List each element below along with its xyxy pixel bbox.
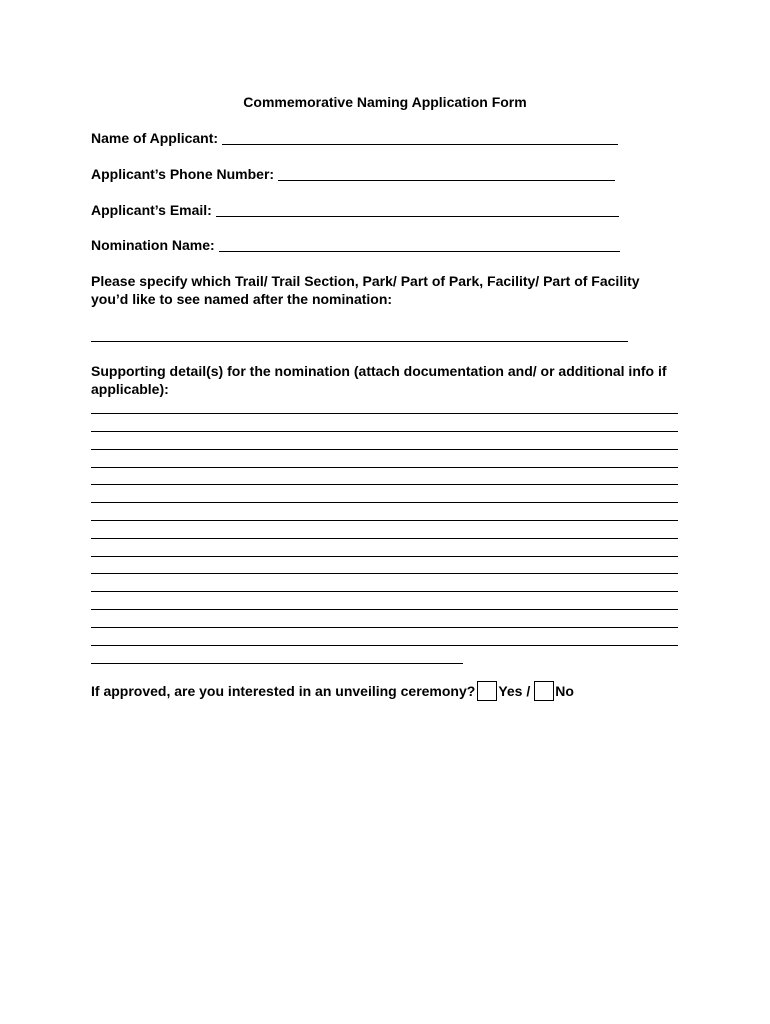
nomination-name-label: Nomination Name:	[91, 237, 215, 253]
no-checkbox[interactable]	[534, 681, 554, 701]
answer-line[interactable]	[91, 609, 678, 610]
phone-input[interactable]	[278, 166, 615, 181]
applicant-name-input[interactable]	[222, 130, 618, 145]
answer-line[interactable]	[91, 573, 678, 574]
no-label: No	[555, 683, 574, 699]
ceremony-row	[91, 681, 574, 701]
location-answer-line[interactable]	[91, 341, 628, 342]
answer-line[interactable]	[91, 413, 678, 414]
answer-line[interactable]	[91, 449, 678, 450]
supporting-prompt: Supporting detail(s) for the nomination (attach documentation and/ or additional info if applicable):	[91, 363, 667, 397]
answer-line[interactable]	[91, 591, 678, 592]
answer-line[interactable]	[91, 538, 678, 539]
answer-line[interactable]	[91, 627, 678, 628]
nomination-name-row	[91, 236, 620, 254]
phone-row	[91, 165, 615, 183]
yes-checkbox[interactable]	[477, 681, 497, 701]
form-title: Commemorative Naming Application Form	[243, 94, 527, 110]
answer-line[interactable]	[91, 520, 678, 521]
answer-line[interactable]	[91, 467, 678, 468]
answer-line[interactable]	[91, 502, 678, 503]
email-row	[91, 201, 619, 219]
answer-line[interactable]	[91, 556, 678, 557]
answer-line[interactable]	[91, 484, 678, 485]
nomination-name-input[interactable]	[219, 237, 620, 252]
location-prompt: Please specify which Trail/ Trail Section, Park/ Part of Park, Facility/ Part of Facility you’d like to see named after the nomination:	[91, 273, 640, 307]
email-label: Applicant’s Email:	[91, 202, 212, 218]
ceremony-question: If approved, are you interested in an unveiling ceremony?	[91, 683, 476, 699]
applicant-name-label: Name of Applicant:	[91, 130, 219, 146]
answer-line[interactable]	[91, 431, 678, 432]
answer-line[interactable]	[91, 645, 678, 646]
yes-label: Yes /	[498, 683, 531, 699]
applicant-name-row	[91, 129, 618, 147]
answer-line[interactable]	[91, 663, 463, 664]
phone-label: Applicant’s Phone Number:	[91, 166, 275, 182]
email-input[interactable]	[216, 202, 619, 217]
